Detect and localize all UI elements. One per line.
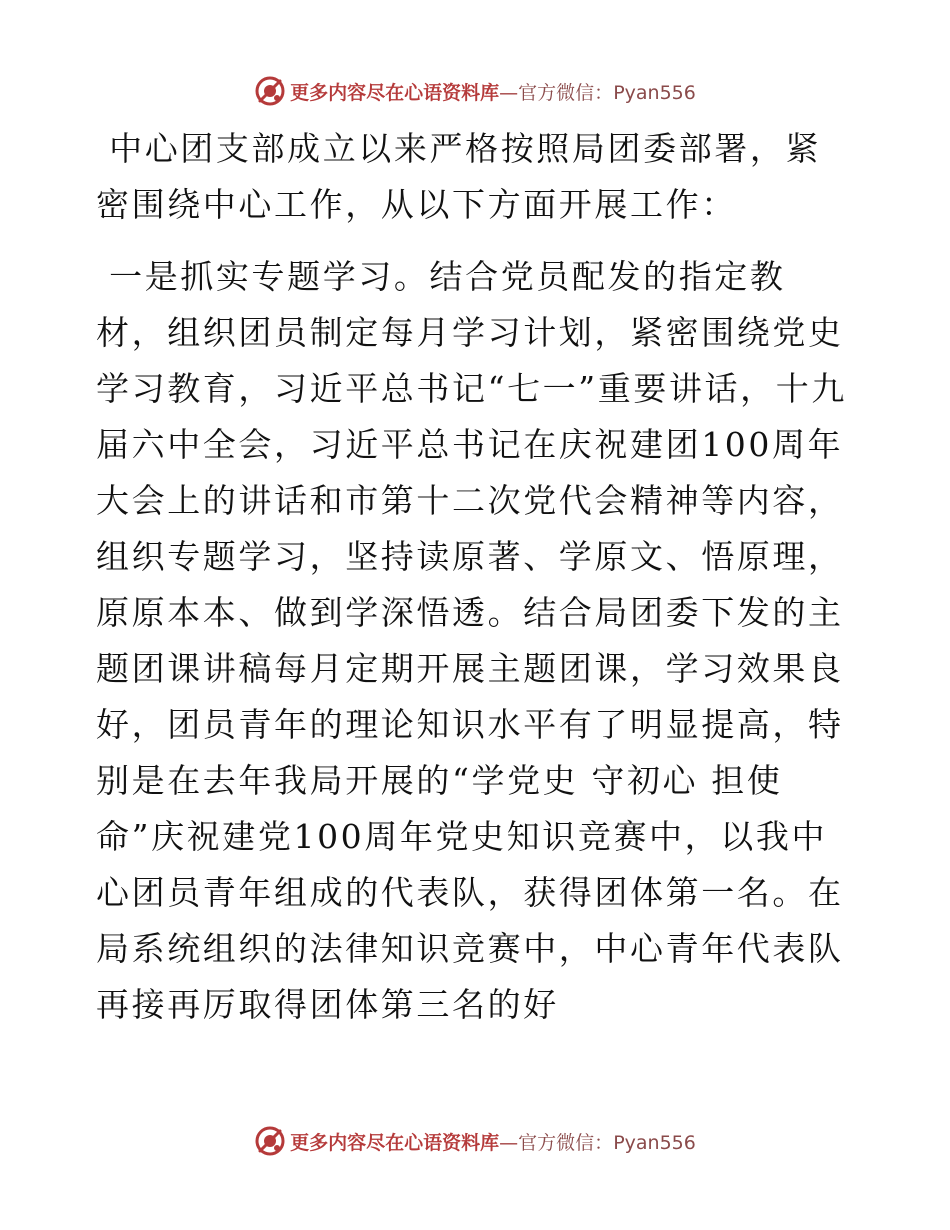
banner-dash: —	[499, 1131, 519, 1154]
paragraph-intro: 中心团支部成立以来严格按照局团委部署，紧密围绕中心工作，从以下方面开展工作：	[96, 129, 822, 224]
paragraph-study: 一是抓实专题学习。结合党员配发的指定教材，组织团员制定每月学习计划，紧密围绕党史学习教育，习近平总书记“七一”重要讲话，十九届六中全会，习近平总书记在庆祝建团100周年大会上的讲话和市第十二次党代会精神等内容，组织专题学习，坚持读原著、学原文、悟原理，原原本本、做到学深悟透。结合局团委下发的主题团课讲稿每月定期开展主题团课，学习效果良好，团员青年的理论知识水平有了明显提高，特别是在去年我局开展的“学党史 守初心 担使命”庆祝建党100周年党史知识竞赛中，以我中心团员青年组成的代表队，获得团体第一名。在局系统组织的法律知识竞赛中，中心青年代表队再接再厉取得团体第三名的好	[96, 257, 847, 1024]
banner-title: 更多内容尽在心语资料库	[290, 1131, 500, 1154]
logo-icon	[254, 75, 286, 107]
banner-text	[290, 78, 696, 105]
footer-banner	[0, 1121, 950, 1161]
banner-official-label: 官方微信：	[518, 1131, 614, 1154]
banner-dash: —	[499, 81, 519, 104]
header-banner	[0, 71, 950, 111]
banner-wechat-id: Pyan556	[613, 81, 696, 104]
banner-text	[290, 1128, 696, 1155]
logo-icon	[254, 1125, 286, 1157]
banner-official-label: 官方微信：	[518, 81, 614, 104]
banner-wechat-id: Pyan556	[613, 1131, 696, 1154]
document-body	[96, 121, 856, 1033]
banner-title: 更多内容尽在心语资料库	[290, 81, 500, 104]
